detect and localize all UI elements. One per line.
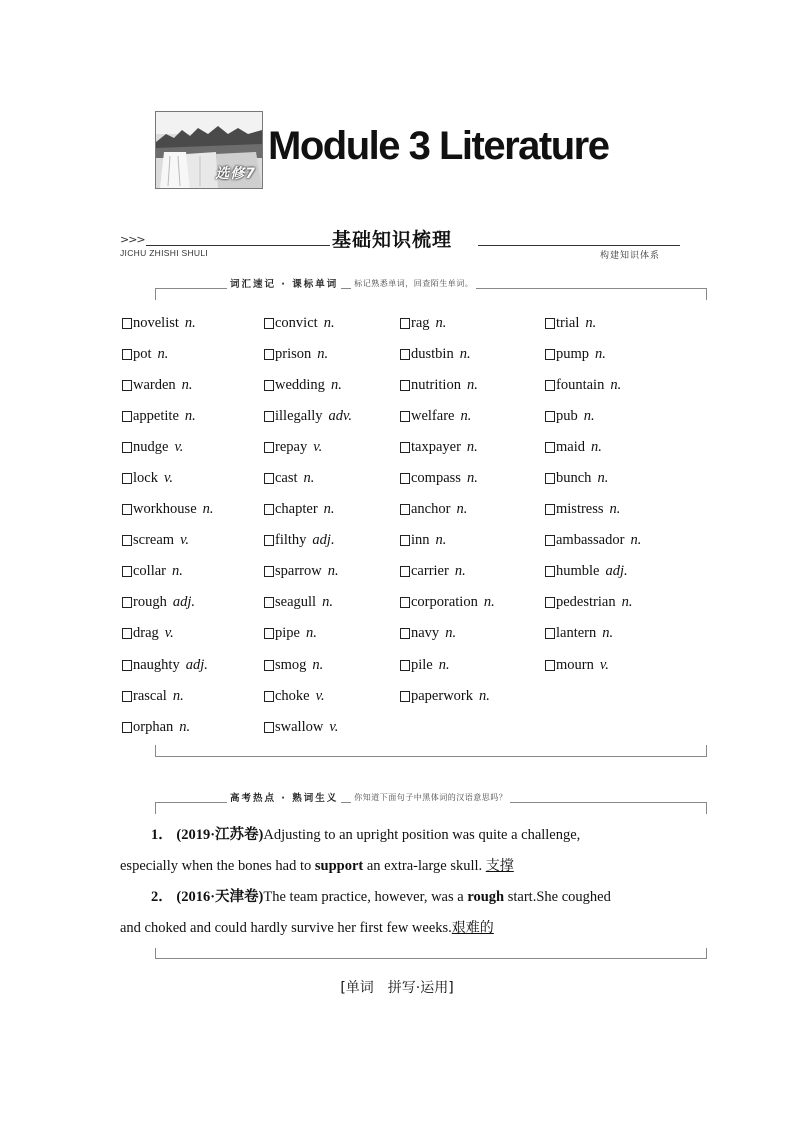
vocab-word: convict bbox=[275, 314, 318, 331]
checkbox-icon[interactable] bbox=[545, 660, 555, 671]
sentence-num: 1． bbox=[151, 827, 173, 843]
vocab-pos: n. bbox=[445, 625, 457, 642]
vocab-item bbox=[264, 500, 400, 520]
section-rule-right bbox=[478, 245, 680, 246]
checkbox-icon[interactable] bbox=[264, 597, 274, 608]
vocab-pos: adj. bbox=[185, 656, 208, 673]
vocab-item bbox=[264, 531, 400, 551]
vocab-pos: adj. bbox=[172, 594, 195, 611]
vocab-pos: v. bbox=[599, 656, 609, 673]
vocab-pos: v. bbox=[313, 438, 323, 455]
vocab-item bbox=[545, 562, 662, 582]
vocab-pos: n. bbox=[327, 563, 339, 580]
vocab-word: rascal bbox=[133, 687, 167, 704]
vocab-pos: v. bbox=[329, 718, 339, 735]
vocab-pos: n. bbox=[179, 718, 191, 735]
checkbox-icon[interactable] bbox=[400, 628, 410, 639]
vocab-item bbox=[400, 344, 545, 364]
vocab-word: sparrow bbox=[275, 563, 322, 580]
checkbox-icon[interactable] bbox=[400, 442, 410, 453]
sentence-text: especially when the bones had to bbox=[120, 858, 315, 874]
checkbox-icon[interactable] bbox=[545, 349, 555, 360]
vocab-word: seagull bbox=[275, 594, 317, 611]
bold-word: support bbox=[314, 858, 364, 874]
vocab-word: illegally bbox=[275, 407, 323, 424]
hot-box-left-tick-bottom bbox=[155, 948, 156, 958]
checkbox-icon[interactable] bbox=[400, 691, 410, 702]
vocab-pos: n. bbox=[323, 314, 335, 331]
vocab-word: pipe bbox=[275, 625, 300, 642]
checkbox-icon[interactable] bbox=[264, 504, 274, 515]
sentence-source: (2019·江苏卷) bbox=[176, 827, 264, 843]
vocab-word: anchor bbox=[411, 501, 451, 518]
vocab-word: prison bbox=[275, 345, 312, 362]
sentence-text: an extra-large skull. bbox=[363, 858, 486, 874]
vocab-pos: n. bbox=[621, 594, 633, 611]
checkbox-icon[interactable] bbox=[264, 628, 274, 639]
checkbox-icon[interactable] bbox=[545, 318, 555, 329]
sentence-text: and choked and could hardly survive her first few weeks. bbox=[120, 920, 452, 936]
sentence-num: 2． bbox=[151, 889, 173, 905]
checkbox-icon[interactable] bbox=[122, 318, 132, 329]
checkbox-icon[interactable] bbox=[122, 691, 132, 702]
meaning-answer: 艰难的 bbox=[451, 920, 494, 936]
vocab-box-note: 标记熟悉单词，回查陌生单词。 bbox=[351, 278, 476, 289]
sentence-2 bbox=[120, 882, 672, 944]
vocab-pos: n. bbox=[609, 501, 621, 518]
vocab-item bbox=[264, 344, 400, 364]
checkbox-icon[interactable] bbox=[122, 628, 132, 639]
vocab-word: scream bbox=[133, 532, 175, 549]
vocab-item bbox=[545, 593, 662, 613]
vocab-word: collar bbox=[133, 563, 167, 580]
vocab-word: workhouse bbox=[133, 501, 197, 518]
vocab-item bbox=[122, 562, 264, 582]
checkbox-icon[interactable] bbox=[264, 411, 274, 422]
vocab-item bbox=[122, 500, 264, 520]
vocab-box-header bbox=[227, 276, 476, 290]
checkbox-icon[interactable] bbox=[264, 566, 274, 577]
vocab-word: inn bbox=[411, 532, 430, 549]
vocab-word: pedestrian bbox=[556, 594, 616, 611]
vocab-item bbox=[545, 468, 662, 488]
vocab-word: rough bbox=[133, 594, 167, 611]
vocab-word: filthy bbox=[275, 532, 307, 549]
hot-box-heading: 高考热点 · 熟词生义 bbox=[227, 790, 341, 804]
meaning-answer: 支撑 bbox=[485, 858, 514, 874]
page-title: Module 3 Literature bbox=[268, 124, 609, 168]
vocab-box-left-tick bbox=[155, 288, 156, 300]
vocab-word: carrier bbox=[411, 563, 449, 580]
checkbox-icon[interactable] bbox=[400, 660, 410, 671]
vocab-item bbox=[400, 562, 545, 582]
vocab-item bbox=[264, 593, 400, 613]
bold-word: rough bbox=[467, 889, 505, 905]
vocab-item bbox=[264, 437, 400, 457]
vocab-word: nudge bbox=[133, 438, 169, 455]
vocab-pos: n. bbox=[610, 376, 622, 393]
vocab-word: nutrition bbox=[411, 376, 461, 393]
vocab-pos: n. bbox=[330, 376, 342, 393]
checkbox-icon[interactable] bbox=[545, 380, 555, 391]
vocab-pos: n. bbox=[602, 625, 614, 642]
vocab-word: rag bbox=[411, 314, 430, 331]
checkbox-icon[interactable] bbox=[400, 318, 410, 329]
vocab-pos: n. bbox=[181, 376, 193, 393]
checkbox-icon[interactable] bbox=[545, 566, 555, 577]
vocab-word: corporation bbox=[411, 594, 478, 611]
vocab-word: pub bbox=[556, 407, 578, 424]
vocab-pos: v. bbox=[163, 469, 173, 486]
vocab-word: compass bbox=[411, 469, 461, 486]
hot-box-note: 你知道下面句子中黑体词的汉语意思吗？ bbox=[351, 792, 510, 803]
vocab-pos: n. bbox=[479, 687, 490, 704]
hot-box-bottom bbox=[155, 958, 707, 959]
vocab-pos: n. bbox=[438, 656, 450, 673]
checkbox-icon[interactable] bbox=[400, 349, 410, 360]
vocab-item bbox=[400, 313, 545, 333]
section-title: 基础知识梳理 bbox=[332, 229, 453, 251]
vocab-item bbox=[264, 562, 400, 582]
vocab-word: lock bbox=[133, 469, 158, 486]
vocab-pos: adv. bbox=[328, 407, 353, 424]
checkbox-icon[interactable] bbox=[400, 473, 410, 484]
vocab-box-left-tick-bottom bbox=[155, 745, 156, 756]
vocab-item bbox=[122, 655, 264, 675]
vocab-pos: adj. bbox=[605, 563, 628, 580]
checkbox-icon[interactable] bbox=[264, 660, 274, 671]
vocab-item bbox=[264, 313, 400, 333]
vocab-item bbox=[400, 468, 545, 488]
vocab-pos: v. bbox=[315, 687, 325, 704]
vocab-empty-cell bbox=[400, 717, 545, 737]
vocab-item bbox=[264, 686, 400, 706]
hot-box-left-tick bbox=[155, 802, 156, 814]
vocab-pos: n. bbox=[323, 501, 335, 518]
checkbox-icon[interactable] bbox=[545, 411, 555, 422]
vocab-word: chapter bbox=[275, 501, 318, 518]
vocab-word: novelist bbox=[133, 314, 179, 331]
vocab-pos: n. bbox=[303, 469, 315, 486]
section-pinyin: JICHU ZHISHI SHULI bbox=[120, 248, 209, 258]
vocab-word: appetite bbox=[133, 407, 179, 424]
vocab-pos: n. bbox=[172, 563, 183, 580]
vocab-word: taxpayer bbox=[411, 438, 461, 455]
checkbox-icon[interactable] bbox=[264, 722, 274, 733]
vocab-item bbox=[122, 313, 264, 333]
vocab-item bbox=[264, 468, 400, 488]
vocab-pos: n. bbox=[597, 469, 609, 486]
sentence-text: Adjusting to an upright position was quite a challenge, bbox=[263, 827, 581, 843]
checkbox-icon[interactable] bbox=[264, 535, 274, 546]
vocab-word: choke bbox=[275, 687, 310, 704]
vocab-item bbox=[545, 344, 662, 364]
checkbox-icon[interactable] bbox=[122, 380, 132, 391]
checkbox-icon[interactable] bbox=[122, 597, 132, 608]
checkbox-icon[interactable] bbox=[400, 411, 410, 422]
vocab-item bbox=[545, 406, 662, 426]
vocab-item bbox=[264, 655, 400, 675]
vocab-word: paperwork bbox=[411, 687, 474, 704]
vocab-word: orphan bbox=[133, 718, 174, 735]
vocab-word: wedding bbox=[275, 376, 325, 393]
checkbox-icon[interactable] bbox=[545, 628, 555, 639]
checkbox-icon[interactable] bbox=[122, 473, 132, 484]
vocab-word: trial bbox=[556, 314, 580, 331]
vocab-item bbox=[545, 500, 662, 520]
vocab-pos: n. bbox=[435, 532, 447, 549]
vocab-word: warden bbox=[133, 376, 176, 393]
checkbox-icon[interactable] bbox=[545, 597, 555, 608]
vocab-grid bbox=[122, 313, 662, 748]
vocab-word: mistress bbox=[556, 501, 604, 518]
vocab-pos: n. bbox=[459, 345, 471, 362]
vocab-item bbox=[264, 406, 400, 426]
vocab-pos: v. bbox=[164, 625, 174, 642]
section-arrows: >>> bbox=[120, 233, 145, 246]
vocab-pos: n. bbox=[630, 532, 642, 549]
checkbox-icon[interactable] bbox=[122, 722, 132, 733]
checkbox-icon[interactable] bbox=[400, 535, 410, 546]
vocab-word: ambassador bbox=[556, 532, 625, 549]
vocab-item bbox=[122, 686, 264, 706]
section-rule-left bbox=[146, 245, 330, 246]
checkbox-icon[interactable] bbox=[122, 566, 132, 577]
vocab-word: navy bbox=[411, 625, 440, 642]
vocab-pos: n. bbox=[305, 625, 317, 642]
checkbox-icon[interactable] bbox=[400, 566, 410, 577]
checkbox-icon[interactable] bbox=[122, 504, 132, 515]
vocab-word: fountain bbox=[556, 376, 605, 393]
hot-box-right-tick bbox=[706, 802, 707, 814]
checkbox-icon[interactable] bbox=[545, 473, 555, 484]
vocab-pos: n. bbox=[317, 345, 329, 362]
vocab-pos: n. bbox=[460, 407, 472, 424]
vocab-pos: n. bbox=[202, 501, 214, 518]
checkbox-icon[interactable] bbox=[545, 504, 555, 515]
vocab-pos: n. bbox=[466, 376, 478, 393]
hot-box-right-tick-bottom bbox=[706, 948, 707, 958]
vocab-pos: adj. bbox=[312, 532, 335, 549]
vocab-item bbox=[400, 593, 545, 613]
vocab-word: cast bbox=[275, 469, 298, 486]
vocab-item bbox=[545, 655, 662, 675]
vocab-pos: v. bbox=[174, 438, 184, 455]
vocab-item bbox=[545, 624, 662, 644]
vocab-word: humble bbox=[556, 563, 600, 580]
checkbox-icon[interactable] bbox=[264, 691, 274, 702]
sentence-text: The team practice, however, was a bbox=[263, 889, 468, 905]
vocab-box-bottom bbox=[155, 756, 707, 757]
vocab-word: naughty bbox=[133, 656, 180, 673]
vocab-word: drag bbox=[133, 625, 159, 642]
vocab-item bbox=[264, 375, 400, 395]
vocab-item bbox=[122, 531, 264, 551]
checkbox-icon[interactable] bbox=[264, 473, 274, 484]
vocab-item bbox=[400, 375, 545, 395]
checkbox-icon[interactable] bbox=[264, 318, 274, 329]
checkbox-icon[interactable] bbox=[122, 411, 132, 422]
vocab-pos: n. bbox=[322, 594, 333, 611]
vocab-item bbox=[400, 406, 545, 426]
vocab-pos: n. bbox=[172, 687, 184, 704]
vocab-word: repay bbox=[275, 438, 308, 455]
vocab-item bbox=[400, 655, 545, 675]
vocab-word: swallow bbox=[275, 718, 324, 735]
vocab-item bbox=[122, 468, 264, 488]
vocab-pos: n. bbox=[435, 314, 447, 331]
vocab-word: mourn bbox=[556, 656, 594, 673]
checkbox-icon[interactable] bbox=[122, 442, 132, 453]
vocab-pos: n. bbox=[184, 407, 196, 424]
checkbox-icon[interactable] bbox=[400, 380, 410, 391]
vocab-item bbox=[122, 375, 264, 395]
sentence-text: start.She coughed bbox=[504, 889, 611, 905]
badge-label: 选修7 bbox=[215, 166, 256, 182]
vocab-item bbox=[122, 437, 264, 457]
checkbox-icon[interactable] bbox=[122, 349, 132, 360]
checkbox-icon[interactable] bbox=[264, 349, 274, 360]
vocab-word: pot bbox=[133, 345, 152, 362]
vocab-pos: n. bbox=[184, 314, 196, 331]
vocab-pos: n. bbox=[466, 438, 478, 455]
vocab-item bbox=[264, 624, 400, 644]
vocab-pos: n. bbox=[466, 469, 478, 486]
checkbox-icon[interactable] bbox=[400, 504, 410, 515]
checkbox-icon[interactable] bbox=[264, 380, 274, 391]
vocab-pos: n. bbox=[583, 407, 595, 424]
vocab-pos: n. bbox=[591, 438, 602, 455]
checkbox-icon[interactable] bbox=[545, 535, 555, 546]
vocab-item bbox=[122, 624, 264, 644]
vocab-item bbox=[264, 717, 400, 737]
vocab-word: smog bbox=[275, 656, 307, 673]
next-section-label: [单词 拼写·运用] bbox=[340, 980, 454, 996]
section-subtitle: 构建知识体系 bbox=[600, 251, 661, 261]
checkbox-icon[interactable] bbox=[122, 660, 132, 671]
vocab-item bbox=[400, 437, 545, 457]
vocab-item bbox=[122, 717, 264, 737]
vocab-pos: n. bbox=[157, 345, 169, 362]
vocab-item bbox=[122, 344, 264, 364]
vocab-word: bunch bbox=[556, 469, 592, 486]
vocab-item bbox=[545, 375, 662, 395]
vocab-item bbox=[122, 593, 264, 613]
sentence-1 bbox=[120, 820, 672, 882]
vocab-pos: n. bbox=[595, 345, 606, 362]
sentence-source: (2016·天津卷) bbox=[176, 889, 264, 905]
vocab-box-right-tick-bottom bbox=[706, 745, 707, 756]
vocab-item bbox=[400, 531, 545, 551]
vocab-item bbox=[545, 531, 662, 551]
vocab-word: pile bbox=[411, 656, 433, 673]
vocab-box-right-tick bbox=[706, 288, 707, 300]
vocab-word: dustbin bbox=[411, 345, 454, 362]
vocab-item bbox=[122, 406, 264, 426]
vocab-item bbox=[400, 500, 545, 520]
vocab-pos: n. bbox=[483, 594, 495, 611]
checkbox-icon[interactable] bbox=[400, 597, 410, 608]
checkbox-icon[interactable] bbox=[264, 442, 274, 453]
vocab-word: maid bbox=[556, 438, 585, 455]
vocab-item bbox=[400, 624, 545, 644]
hot-box-header bbox=[227, 790, 510, 804]
vocab-item bbox=[545, 313, 662, 333]
vocab-pos: n. bbox=[454, 563, 466, 580]
checkbox-icon[interactable] bbox=[545, 442, 555, 453]
vocab-empty-cell bbox=[545, 686, 662, 706]
vocab-pos: n. bbox=[585, 314, 597, 331]
vocab-pos: n. bbox=[312, 656, 324, 673]
vocab-pos: v. bbox=[180, 532, 190, 549]
checkbox-icon[interactable] bbox=[122, 535, 132, 546]
vocab-box-heading: 词汇速记 · 课标单词 bbox=[227, 276, 341, 290]
vocab-word: pump bbox=[556, 345, 590, 362]
module-badge bbox=[155, 111, 263, 189]
vocab-item bbox=[545, 437, 662, 457]
vocab-word: lantern bbox=[556, 625, 597, 642]
vocab-empty-cell bbox=[545, 717, 662, 737]
vocab-item bbox=[400, 686, 545, 706]
vocab-pos: n. bbox=[456, 501, 468, 518]
vocab-word: welfare bbox=[411, 407, 455, 424]
